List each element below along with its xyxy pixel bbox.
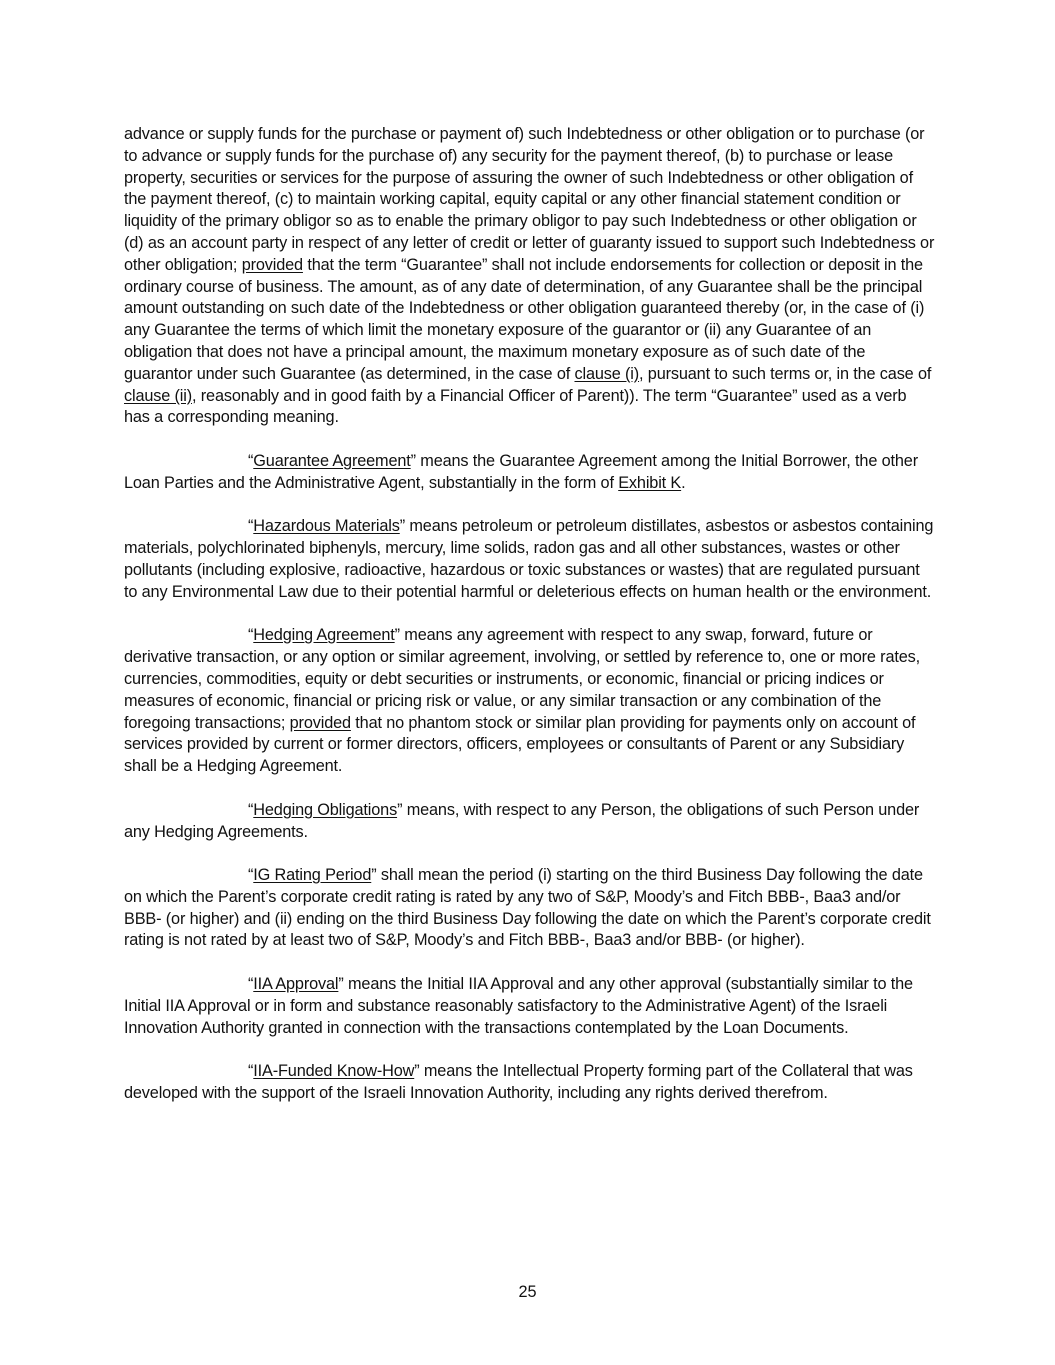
defined-term: IIA Approval [253, 975, 339, 994]
open-quote: “ [248, 626, 254, 645]
paragraph-text: advance or supply funds for the purchase or payment of) such Indebtedness or other obligation or to purchase (or to advance or supply funds for the purchase of) any security for the payment thereof, (b) to purchase or lease property, securities or services for the purpose of assuring the owner of such Indebtedness or other obligation of the payment thereof, (c) to maintain working capital, equity capital or any other financial statement condition or liquidity of the primary obligor so as to enable the primary obligor to pay such Indebtedness or other obligation or (d) as an account party in respect of any letter of credit or letter of guaranty issued to support such Indebtedness or other obligation; [124, 125, 935, 274]
definition-guarantee-agreement [124, 451, 936, 495]
definition-text: ” means any agreement with respect to any swap, forward, future or derivative transaction, or any option or similar agreement, involving, or settled by reference to, one or more rates, currencies, commodities, equity or debt securities or instruments, or economic, financial or pricing indices or measures of economic, financial or pricing risk or value, or any similar transaction or any combination of the foregoing transactions; [124, 626, 921, 732]
definition-ig-rating-period [124, 865, 936, 952]
definition-hedging-agreement [124, 625, 936, 778]
exhibit-reference: Exhibit K [618, 473, 682, 492]
paragraph-text: , pursuant to such terms or, in the case of [639, 364, 932, 383]
defined-term: Hedging Obligations [253, 800, 398, 819]
paragraph-guarantee-continued [124, 124, 936, 429]
emphasis-provided: provided [241, 255, 303, 274]
open-quote: “ [248, 866, 254, 885]
open-quote: “ [248, 800, 254, 819]
definition-text: ” means, with respect to any Person, the obligations of such Person under any Hedging Agreements. [124, 800, 920, 841]
clause-reference: clause (i) [574, 364, 640, 383]
definition-text: ” shall mean the period (i) starting on the third Business Day following the date on which the Parent’s corporate credit rating is rated by any two of S&P, Moody’s and Fitch BBB-, Baa3 and/or BBB- (or higher) and (ii) ending on the third Business Day following the date on which the Parent’s corporate credit rating is not rated by at least two of S&P, Moody’s and Fitch BBB-, Baa3 and/or BBB- (or higher). [124, 866, 931, 950]
defined-term: Hedging Agreement [253, 626, 395, 645]
paragraph-text: , reasonably and in good faith by a Financial Officer of Parent)). The term “Guarantee” used as a verb has a corresponding meaning. [124, 386, 907, 427]
defined-term: IIA-Funded Know-How [253, 1062, 415, 1081]
clause-reference: clause (ii) [124, 386, 193, 405]
definition-hazardous-materials [124, 516, 936, 603]
defined-term: IG Rating Period [253, 866, 372, 885]
emphasis-provided: provided [289, 713, 351, 732]
document-body [124, 124, 936, 1127]
definition-text: that no phantom stock or similar plan providing for payments only on account of services provided by current or former directors, officers, employees or consultants of Parent or any Subsidiary shall be a Hedging Agreement. [124, 713, 916, 776]
definition-text: ” means the Guarantee Agreement among the Initial Borrower, the other Loan Parties and the Administrative Agent, substantially in the form of [124, 451, 918, 492]
definition-iia-approval [124, 974, 936, 1039]
definition-iia-funded-know-how [124, 1061, 936, 1105]
definition-text: . [681, 473, 686, 492]
open-quote: “ [248, 975, 254, 994]
definition-text: ” means the Initial IIA Approval and any other approval (substantially similar to the Initial IIA Approval or in form and substance reasonably satisfactory to the Administrative Agent) of the Israeli Innovation Authority granted in connection with the transactions contemplated by the Loan Documents. [124, 975, 913, 1037]
definition-text: ” means petroleum or petroleum distillates, asbestos or asbestos containing materials, polychlorinated biphenyls, mercury, lime solids, radon gas and all other substances, wastes or other pollutants (including explosive, radioactive, hazardous or toxic substances or wastes) that are regulated pursuant to any Environmental Law due to their potential harmful or deleterious effects on human health or the environment. [124, 517, 934, 601]
paragraph-text: that the term “Guarantee” shall not include endorsements for collection or deposit in the ordinary course of business. The amount, as of any date of determination, of any Guarantee shall be the principal amount outstanding on such date of the Indebtedness or other obligation guaranteed thereby (or, in the case of (i) any Guarantee the terms of which limit the monetary exposure of the guarantor or (ii) any Guarantee of an obligation that does not have a principal amount, the maximum monetary exposure as of such date of the guarantor under such Guarantee (as determined, in the case of [124, 255, 925, 383]
defined-term: Guarantee Agreement [253, 451, 411, 470]
open-quote: “ [248, 1062, 254, 1081]
definition-text: ” means the Intellectual Property forming part of the Collateral that was developed with the support of the Israeli Innovation Authority, including any rights derived therefrom. [124, 1062, 913, 1103]
open-quote: “ [248, 451, 254, 470]
definition-hedging-obligations [124, 800, 936, 844]
open-quote: “ [248, 517, 254, 536]
defined-term: Hazardous Materials [253, 517, 400, 536]
page-number: 25 [518, 1283, 537, 1301]
